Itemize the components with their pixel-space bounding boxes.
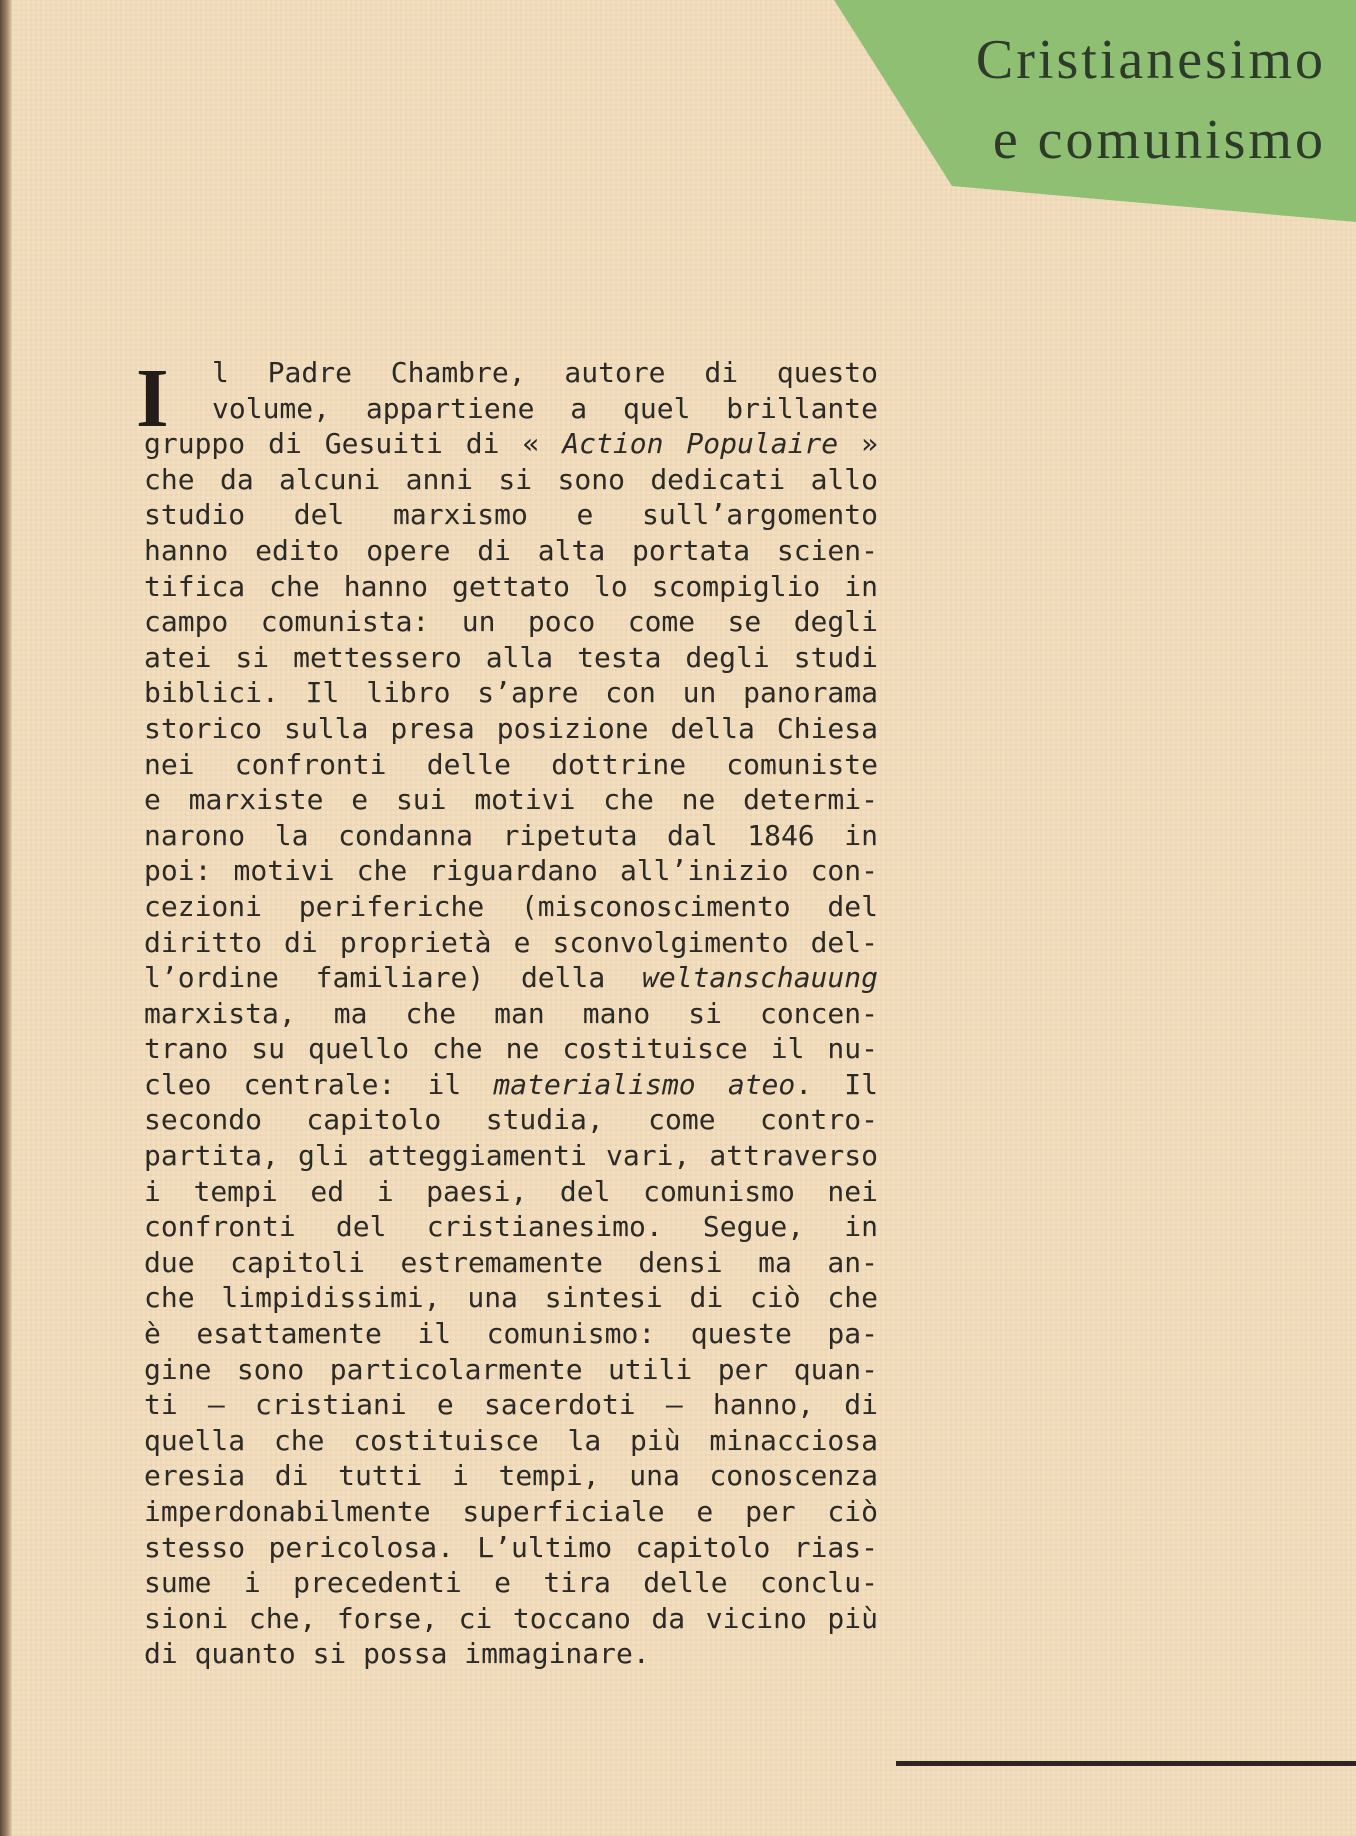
text-line [144,391,878,427]
text-fragment: partita, gli atteggiamenti vari, attraverso [144,1139,878,1173]
text-line [144,426,878,462]
text-fragment: gine sono particolarmente utili per quan- [144,1352,878,1386]
text-line [144,889,878,925]
text-fragment: biblici. Il libro s’apre con un panorama [144,676,878,710]
text-line [144,569,878,605]
text-line [144,1245,878,1281]
italic-text: weltanschauung [641,961,878,995]
text-fragment: diritto di proprietà e sconvolgimento del- [144,925,878,959]
text-fragment: cezioni periferiche (misconoscimento del [144,889,878,923]
text-fragment: che limpidissimi, una sintesi di ciò che [144,1281,878,1315]
text-fragment: e marxiste e sui motivi che ne determi- [144,783,878,817]
book-spine-edge [0,0,12,1836]
text-line [144,355,878,391]
text-fragment: trano su quello che ne costituisce il nu- [144,1032,878,1066]
text-fragment: sioni che, forse, ci toccano da vicino più [144,1601,878,1635]
cover-title [886,20,1326,180]
title-line-2: e comunismo [992,109,1326,171]
text-line [144,675,878,711]
text-line [144,1138,878,1174]
text-line [144,711,878,747]
text-fragment: è esattamente il comunismo: queste pa- [144,1317,878,1351]
text-line [144,996,878,1032]
text-fragment: secondo capitolo studia, come contro- [144,1103,878,1137]
text-line [144,1102,878,1138]
italic-text: materialismo ateo [493,1067,796,1101]
text-line [144,1423,878,1459]
text-line [144,1636,878,1672]
text-fragment: eresia di tutti i tempi, una conoscenza [144,1459,878,1493]
text-line [144,1031,878,1067]
bottom-rule [896,1761,1356,1766]
text-line [144,1458,878,1494]
text-fragment: gruppo di Gesuiti di « [144,427,563,461]
text-fragment: marxista, ma che man mano si concen- [144,996,878,1030]
text-fragment: volume, appartiene a quel brillante [212,391,878,425]
text-fragment: che da alcuni anni si sono dedicati allo [144,462,878,496]
text-fragment: . Il [795,1067,879,1101]
text-line [144,462,878,498]
text-line [144,640,878,676]
text-fragment: imperdonabilmente superficiale e per ciò [144,1495,878,1528]
text-fragment: due capitoli estremamente densi ma an- [144,1245,878,1279]
text-line [144,1352,878,1388]
text-line [144,1601,878,1637]
text-fragment: narono la condanna ripetuta dal 1846 in [144,818,878,852]
drop-cap: I [136,352,169,445]
text-line [144,925,878,961]
text-line [144,1494,878,1530]
text-fragment: nei confronti delle dottrine comuniste [144,747,878,781]
text-line [144,1387,878,1423]
text-line [144,818,878,854]
text-line [144,1174,878,1210]
text-fragment: sume i precedenti e tira delle conclu- [144,1566,878,1600]
text-fragment: di quanto si possa immaginare. [144,1637,650,1671]
text-fragment: quella che costituisce la più minacciosa [144,1423,878,1457]
title-line-1: Cristianesimo [975,29,1326,91]
text-fragment: stesso pericolosa. L’ultimo capitolo rias- [144,1530,878,1564]
text-fragment: campo comunista: un poco come se degli [144,605,878,639]
text-fragment: poi: motivi che riguardano all’inizio con- [144,854,878,888]
text-fragment: cleo centrale: il [144,1067,494,1101]
text-fragment: tifica che hanno gettato lo scompiglio in [144,569,878,603]
text-line [144,1565,878,1601]
text-fragment: atei si mettessero alla testa degli studi [144,640,878,674]
text-line [144,1316,878,1352]
text-fragment: l Padre Chambre, autore di questo [212,356,878,389]
text-line [144,782,878,818]
description-text [144,355,878,1672]
text-fragment: studio del marxismo e sull’argomento [144,498,878,532]
text-fragment: hanno edito opere di alta portata scien- [144,533,878,567]
text-fragment: l’ordine familiare) della [144,961,642,995]
text-fragment: i tempi ed i paesi, del comunismo nei [144,1174,878,1208]
text-fragment: confronti del cristianesimo. Segue, in [144,1210,878,1244]
italic-text: Action Populaire [562,427,839,461]
text-fragment: » [838,427,878,461]
text-line [144,747,878,783]
text-line [144,1280,878,1316]
text-line [144,497,878,533]
text-fragment: ti — cristiani e sacerdoti — hanno, di [144,1388,878,1422]
text-line [144,1067,878,1103]
text-line [144,604,878,640]
text-line [144,1530,878,1566]
text-line [144,853,878,889]
text-fragment: storico sulla presa posizione della Chiesa [144,711,878,745]
text-line [144,533,878,569]
text-line [144,1209,878,1245]
text-line [144,960,878,996]
